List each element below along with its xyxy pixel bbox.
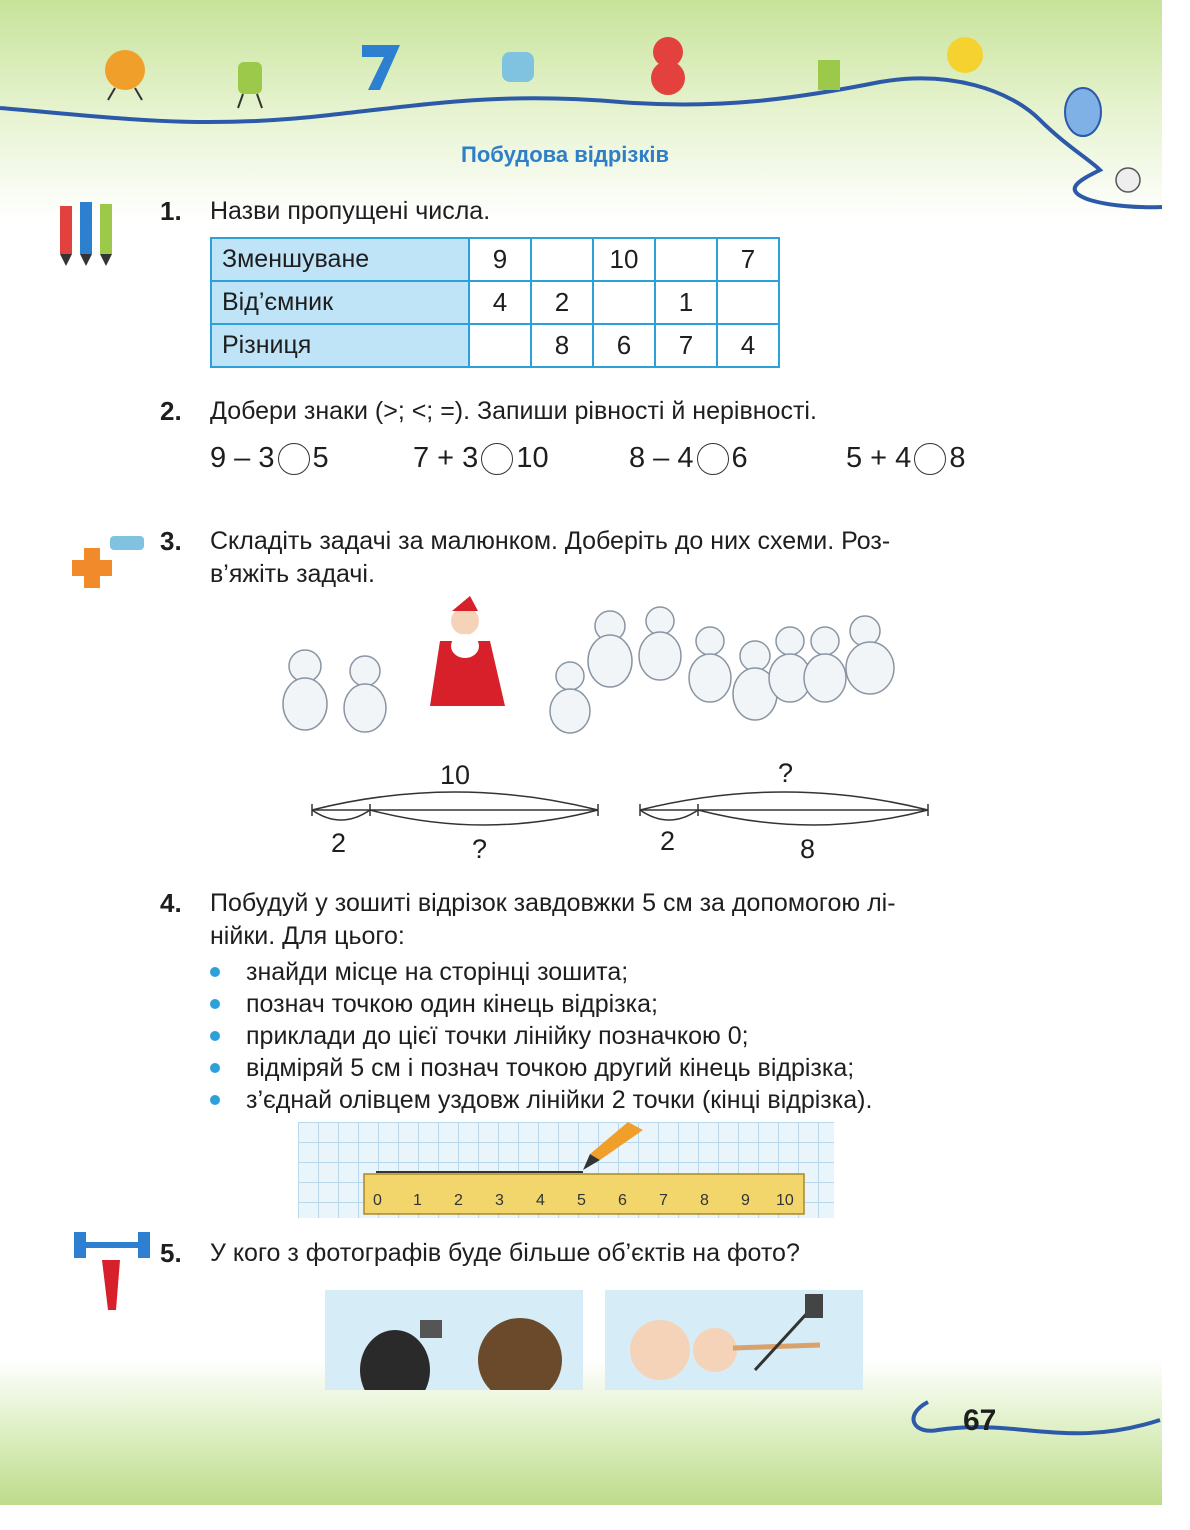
table-row [211,324,779,367]
step-text: з’єднай олівцем уздовж лінійки 2 точки (кінці відрізка). [246,1086,873,1114]
number-character-7-icon [362,45,400,90]
step-text: приклади до цієї точки лінійку позначкою 0; [246,1022,749,1050]
task5-text: У кого з фотографів буде більше об’єктів на фото? [210,1239,800,1267]
sign-circle[interactable] [481,443,513,475]
ruler-mark: 8 [700,1192,709,1209]
row-label: Зменшуване [211,238,469,281]
table-cell [593,281,655,324]
expression-left: 8 – 4 [629,442,694,474]
task3-text-line2: в’яжіть задачі. [210,560,375,588]
table-cell: 4 [717,324,779,367]
ruler-mark: 7 [659,1192,668,1209]
sign-circle[interactable] [914,443,946,475]
task4-text-line1: Побудуй у зошиті відрізок завдовжки 5 см за допомогою лі- [210,889,896,917]
table-cell: 10 [593,238,655,281]
list-item [210,1020,872,1052]
santa-icon [430,596,505,706]
table-cell: 7 [717,238,779,281]
table-cell [717,281,779,324]
table-cell: 6 [593,324,655,367]
scheme2-total: ? [778,758,794,788]
ruler-mark: 6 [618,1192,627,1209]
ruler-mark: 1 [413,1192,422,1209]
expression-right: 10 [516,442,549,474]
page-number: 67 [963,1404,997,1437]
segment-schemes [300,752,960,870]
number-character-5-icon [238,62,262,108]
task5-number: 5. [160,1238,182,1268]
ruler-mark: 2 [454,1192,463,1209]
ruler-mark: 10 [776,1192,794,1209]
scheme1-part-b: ? [472,834,488,864]
expression-right: 6 [731,442,748,474]
task3-text-line1: Складіть задачі за малюнком. Доберіть до них схеми. Роз- [210,527,891,555]
ruler-mark: 4 [536,1192,545,1209]
number-character-0-icon [1065,88,1101,136]
comparison-expression [629,442,748,475]
scheme2-part-b: 8 [800,834,816,864]
scheme1-total: 10 [440,760,471,790]
ruler-mark: 3 [495,1192,504,1209]
page-margin-bottom [0,1505,1190,1530]
plus-minus-characters-icon [66,528,156,600]
pencils-icon [52,198,132,270]
row-label: Різниця [211,324,469,367]
header-decoration [0,0,1162,220]
number-character-6-icon [105,50,145,100]
task1-number: 1. [160,196,182,226]
page-number-swoosh [898,1390,1162,1460]
mouse-icon [1116,168,1140,192]
table-cell: 8 [531,324,593,367]
expression-left: 7 + 3 [413,442,479,474]
task4-steps [210,956,872,1116]
page-margin-right [1162,0,1190,1530]
sign-circle[interactable] [278,443,310,475]
step-text: познач точкою один кінець відрізка; [246,990,658,1018]
expression-left: 9 – 3 [210,442,275,474]
scheme1-part-a: 2 [331,828,347,858]
table-cell: 2 [531,281,593,324]
selfie-photo [605,1290,863,1390]
task4-number: 4. [160,888,182,918]
list-item [210,956,872,988]
table-cell: 4 [469,281,531,324]
list-item [210,1084,872,1116]
task4-text-line2: нійки. Для цього: [210,922,405,950]
expression-right: 8 [949,442,966,474]
table-cell: 1 [655,281,717,324]
table-cell: 9 [469,238,531,281]
list-item [210,988,872,1020]
step-text: відміряй 5 см і познач точкою другий кінець відрізка; [246,1054,855,1082]
comparison-expression [210,442,329,475]
comparison-expression [413,442,549,475]
scheme2-part-a: 2 [660,826,676,856]
table-cell [531,238,593,281]
ruler-mark: 5 [577,1192,586,1209]
table-cell: 7 [655,324,717,367]
task2-text: Добери знаки (>; <; =). Запиши рівності й нерівності. [210,397,817,425]
table-cell [469,324,531,367]
comparison-expression [846,442,965,475]
table-row [211,281,779,324]
step-text: знайди місце на сторінці зошита; [246,958,629,986]
sign-circle[interactable] [697,443,729,475]
task2-number: 2. [160,396,182,426]
ruler-mark: 9 [741,1192,750,1209]
scheme-1 [312,792,598,825]
santa-snowmen-illustration [270,596,930,746]
subtraction-table [210,237,780,368]
page-title: Побудова відрізків [461,142,669,167]
row-label: Від’ємник [211,281,469,324]
ruler-mark: 0 [373,1192,382,1209]
table-cell [655,238,717,281]
table-row [211,238,779,281]
task3-number: 3. [160,526,182,556]
number-character-4-icon [818,60,840,90]
number-character-2-icon [502,52,534,82]
expression-left: 5 + 4 [846,442,912,474]
number-character-8-icon [651,37,685,95]
number-character-9-icon [947,37,983,73]
expression-right: 5 [312,442,329,474]
weightlifter-character-icon [72,1230,152,1320]
list-item [210,1052,872,1084]
mole-hedgehog-photo [325,1290,583,1390]
task1-text: Назви пропущені числа. [210,197,491,225]
scheme-2 [640,792,928,825]
